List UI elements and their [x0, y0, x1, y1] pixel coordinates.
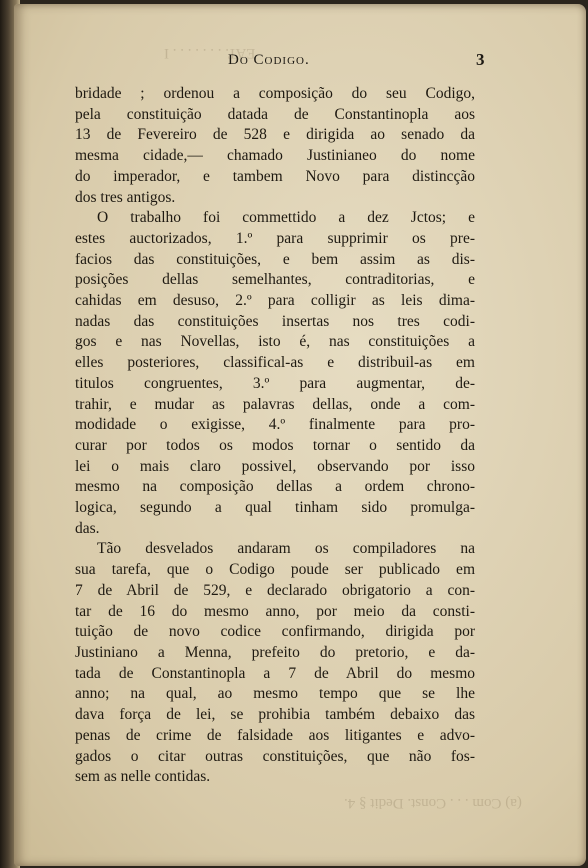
text-line: sua tarefa, que o Codigo poude ser publicado em [75, 561, 475, 579]
running-title: Do Codigo. [228, 52, 310, 68]
text-line: trahir, e mudar as palavras dellas, onde a com- [75, 395, 475, 413]
text-line: gos e nas Novellas, isto é, nas constituições a [75, 333, 475, 351]
text-line: modidade o exigisse, 4.º finalmente para pro- [75, 416, 475, 434]
show-through-text: (a) Com . . . Const. Dedit § 4. [344, 795, 522, 811]
text-line: curar por todos os modos tornar o sentido da [75, 436, 475, 454]
text-line: tuição de novo codice confirmando, dirigida por [75, 623, 475, 641]
text-line: 13 de Fevereiro de 528 e dirigida ao senado da [75, 126, 475, 144]
text-line: facios das constituições, e bem assim as dis- [75, 250, 475, 268]
text-line: das. [75, 519, 100, 537]
text-line: anno; na qual, ao mesmo tempo que se lhe [75, 685, 475, 703]
text-line: posições dellas semelhantes, contraditorias, e [75, 271, 475, 289]
text-line: cahidas em desuso, 2.º para colligir as leis dima- [75, 292, 475, 310]
text-line: dava força de lei, se prohibia também debaixo das [75, 706, 475, 724]
text-line: dos tres antigos. [75, 188, 176, 206]
text-line: O trabalho foi commettido a dez Jctos; e [97, 209, 475, 227]
page-header [14, 52, 586, 76]
text-line: Tão desvelados andaram os compiladores na [97, 540, 475, 558]
text-line: gados o citar outras constituições, que não fos- [75, 747, 475, 765]
text-line: lei o mais claro possivel, observando por isso [75, 457, 475, 475]
text-line: logica, segundo a qual tinham sido promulga- [75, 499, 475, 517]
text-line: Justiniano a Menna, prefeito do pretorio, e da- [75, 643, 475, 661]
text-line: penas de crime de falsidade aos litigantes e advo- [75, 726, 475, 744]
text-line: sem as nelle contidas. [75, 768, 211, 786]
text-line: mesma cidade,— chamado Justinianeo do nome [75, 147, 475, 165]
text-line: do imperador, e tambem Novo para distincção [75, 167, 475, 185]
text-line: tada de Constantinopla a 7 de Abril do mesmo [75, 664, 475, 682]
text-line: mesmo na composição dellas a ordem chrono- [75, 478, 475, 496]
text-line: elles posteriores, classifical-as e distribuil-as em [75, 354, 475, 372]
body-text [75, 84, 475, 788]
text-line: bridade ; ordenou a composição do seu Codigo, [75, 85, 475, 102]
text-line: titulos congruentes, 3.º para augmentar, de- [75, 374, 475, 392]
text-line: 7 de Abril de 529, e declarado obrigatorio a con- [75, 581, 475, 599]
show-through-text: EAT. . . . . . . . I [164, 45, 256, 61]
text-line: estes auctorizados, 1.º para supprimir os pre- [75, 229, 475, 247]
text-line: tar de 16 do mesmo anno, por meio da consti- [75, 602, 475, 620]
text-line: pela constituição datada de Constantinopla aos [75, 105, 475, 123]
page-number: 3 [476, 50, 485, 69]
text-line: nadas das constituições insertas nos tres codi- [75, 312, 475, 330]
